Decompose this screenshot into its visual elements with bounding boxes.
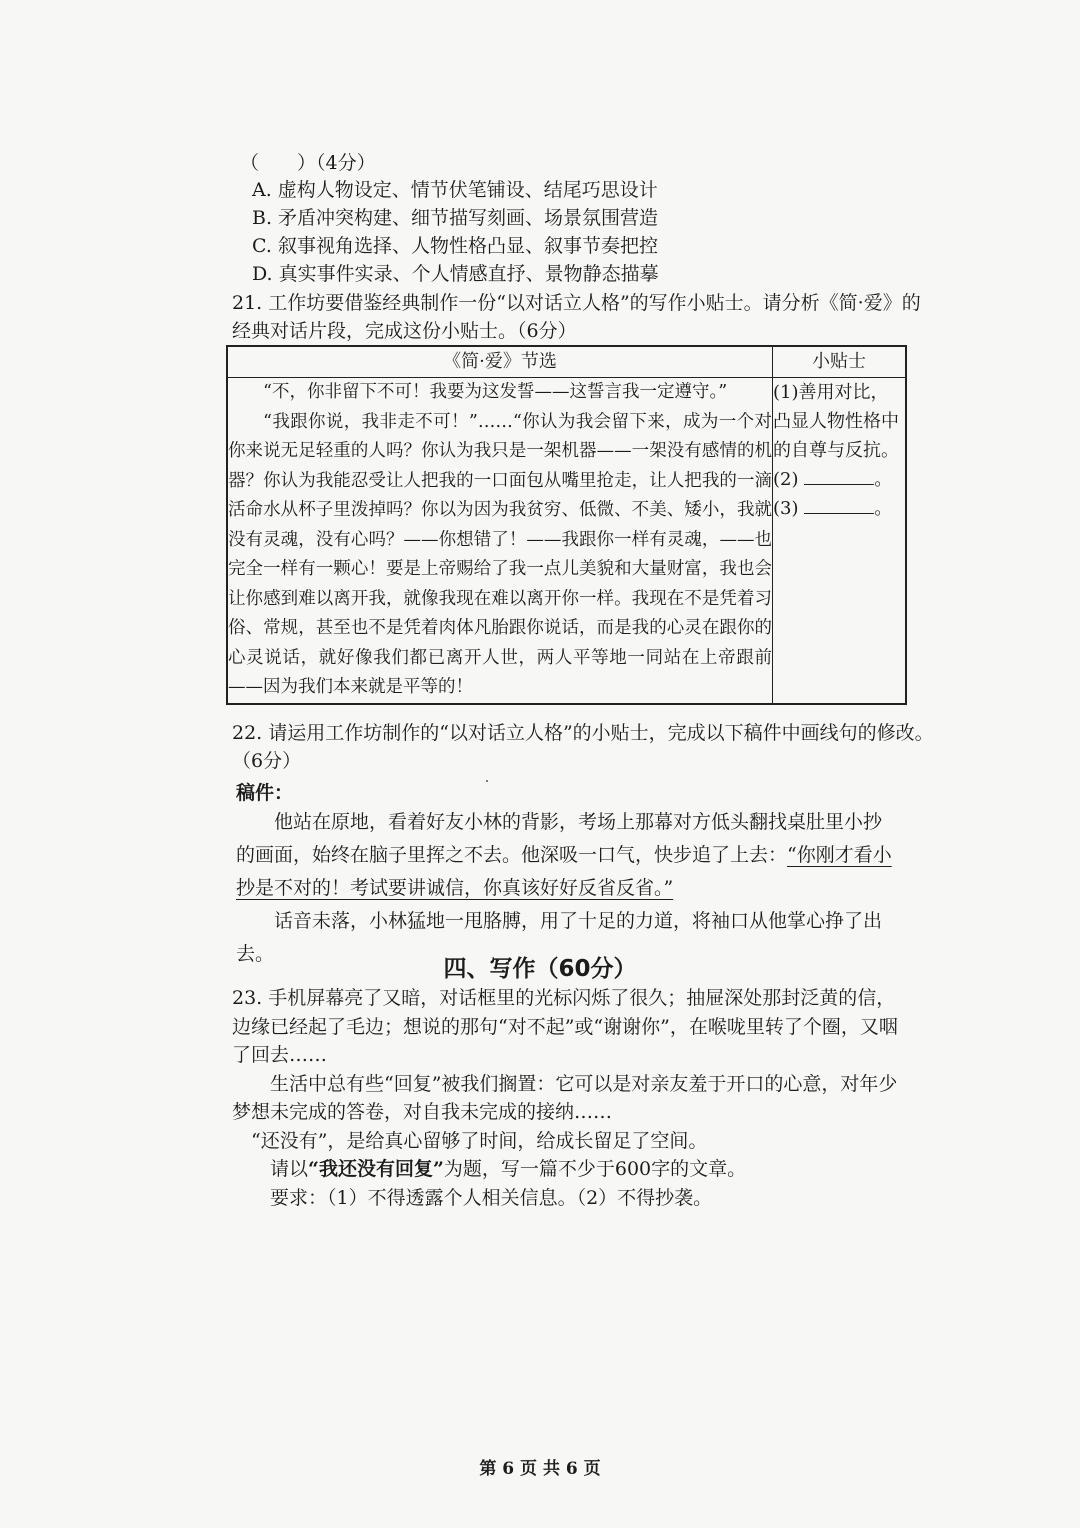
draft-paragraph-1-text: 他站在原地，看着好友小林的背影，考场上那幕对方低头翻找桌肚里小抄的画面，始终在脑子里挥之不去。他深吸一口气，快步追了上去：	[236, 811, 883, 866]
tip-2-blank[interactable]	[804, 466, 874, 485]
q21-prompt-line2: 经典对话片段，完成这份小贴士。（6分）	[232, 320, 577, 342]
tips-cell	[773, 378, 907, 704]
q23-requirements: 要求：（1）不得透露个人相关信息。（2）不得抄袭。	[270, 1186, 713, 1209]
q21-prompt-line1: 21. 工作坊要借鉴经典制作一份“以对话立人格”的写作小贴士。请分析《简·爱》的	[232, 292, 921, 314]
scan-speck	[486, 780, 488, 782]
draft-paragraph-1	[236, 806, 900, 905]
q22-prompt-line2: （6分）	[232, 750, 302, 772]
q20-option-d: D. 真实事件实录、个人情感直抒、景物静态描摹	[252, 263, 659, 285]
tip-2-end: 。	[874, 469, 893, 490]
excerpt-paragraph-2: “我跟你说，我非走不可！”……“你认为我会留下来，成为一个对你来说无足轻重的人吗？你认为我只是一架机器——一架没有感情的机器？你认为我能忍受让人把我的一口面包从嘴里抢走，让人把我的一滴活命水从杯子里泼掉吗？你以为因为我贫穷、低微、不美、矮小，我就没有灵魂，没有心吗？——你想错了！——我跟你一样有灵魂，——也完全一样有一颗心！要是上帝赐给了我一点儿美貌和大量财富，我也会让你感到难以离开我，就像我现在难以离开你一样。我现在不是凭着习俗、常规，甚至也不是凭着肉体凡胎跟你说话，而是我的心灵在跟你的心灵说话，就好像我们都已离开人世，两人平等地一同站在上帝跟前——因为我们本来就是平等的！	[228, 411, 772, 697]
q23-paragraph-1: 23. 手机屏幕亮了又暗，对话框里的光标闪烁了很久；抽屉深处那封泛黄的信，边缘已经起了毛边；想说的那句“对不起”或“谢谢你”，在喉咙里转了个圈，又咽了回去……	[232, 987, 898, 1066]
draft-paragraph-2: 话音未落，小林猛地一甩胳膊，用了十足的力道，将袖口从他掌心挣了出去。	[236, 910, 883, 965]
section-4-title: 四、写作（60分）	[443, 956, 637, 982]
tip-2-label: (2)	[773, 469, 799, 490]
q23-paragraph-2: 生活中总有些“回复”被我们搁置：它可以是对亲友羞于开口的心意，对年少梦想未完成的答卷，对自我未完成的接纳……	[232, 1072, 898, 1123]
q23-paragraph-3: “还没有”，是给真心留够了时间，给成长留足了空间。	[251, 1129, 708, 1152]
q20-option-a: A. 虚构人物设定、情节伏笔铺设、结尾巧思设计	[252, 179, 658, 201]
q23-essay-title: “我还没有回复”	[308, 1158, 444, 1180]
tip-3-end: 。	[874, 498, 893, 519]
q23-title-post: 为题，写一篇不少于600字的文章。	[443, 1158, 747, 1180]
tip-3	[773, 494, 905, 523]
q20-option-c: C. 叙事视角选择、人物性格凸显、叙事节奏把控	[252, 235, 658, 257]
tip-1: (1)善用对比，凸显人物性格中的自尊与反抗。	[773, 382, 899, 461]
tips-column-header: 小贴士	[773, 346, 907, 378]
q20-option-b: B. 矛盾冲突构建、细节描写刻画、场景氛围营造	[252, 207, 659, 229]
tip-3-label: (3)	[773, 498, 799, 519]
q23-writing-prompt	[232, 984, 900, 1212]
q22-prompt-line1: 22. 请运用工作坊制作的“以对话立人格”的小贴士，完成以下稿件中画线句的修改。	[232, 722, 934, 744]
jane-eyre-table	[226, 345, 907, 705]
excerpt-paragraph-1: “不，你非留下不可！我要为这发誓——这誓言我一定遵守。”	[263, 382, 728, 402]
page-number: 第 6 页 共 6 页	[479, 1459, 601, 1479]
q23-title-pre: 请以	[270, 1158, 309, 1180]
q23-paragraph-4	[232, 1155, 900, 1184]
tip-3-blank[interactable]	[804, 495, 874, 514]
tip-2	[773, 465, 905, 494]
underlined-sentence: “你刚才看小抄是不对的！考试要讲诚信，你真该好好反省反省。”	[236, 844, 892, 899]
q20-answer-bracket: （ ）（4分）	[240, 152, 376, 174]
draft-text	[236, 806, 900, 971]
excerpt-cell	[227, 378, 773, 704]
draft-label: 稿件：	[236, 782, 294, 804]
excerpt-column-header: 《简·爱》节选	[227, 346, 773, 378]
